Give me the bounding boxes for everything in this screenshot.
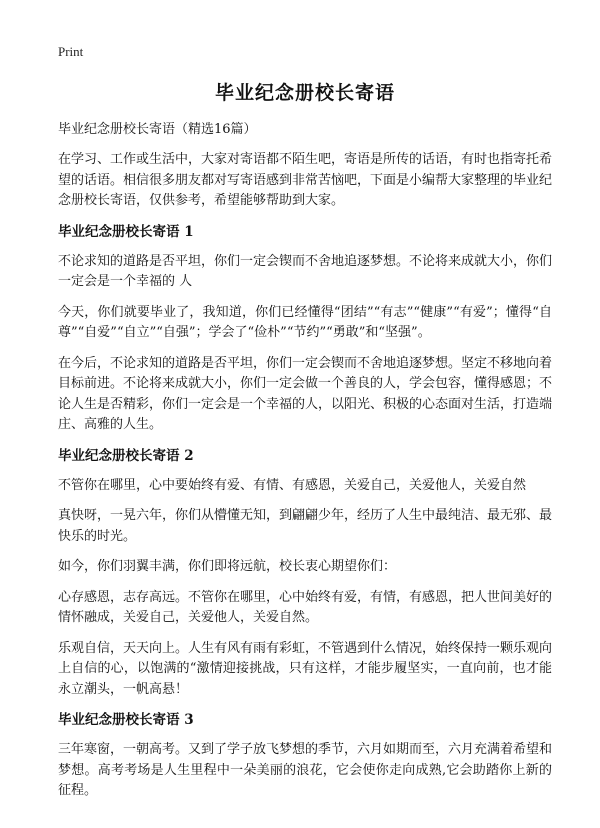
print-link[interactable]: Print <box>58 44 84 59</box>
section-3-paragraph-1: 三年寒窗，一朝高考。又到了学子放飞梦想的季节，六月如期而至，六月充满着希望和梦想。高考考场是人生里程中一朵美丽的浪花，它会使你走向成熟,它会助踏你上新的征程。 <box>58 742 553 798</box>
document-content <box>58 80 552 812</box>
section-heading-3: 毕业纪念册校长寄语 3 <box>58 712 194 728</box>
page-title: 毕业纪念册校长寄语 <box>214 82 395 104</box>
document-subtitle: 毕业纪念册校长寄语（精选16篇） <box>58 122 257 137</box>
section-1-paragraph-1: 不论求知的道路是否平坦，你们一定会锲而不舍地追逐梦想。不论将来成就大小，你们一定会是一个幸福的 人 <box>58 253 553 289</box>
section-2-paragraph-3: 如今，你们羽翼丰满，你们即将远航，校长衷心期望你们： <box>58 559 397 574</box>
section-1-paragraph-2: 今天，你们就要毕业了，我知道，你们已经懂得“团结”“有志”“健康”“有爱”；懂得“自尊”“自爱”“自立”“自强”；学会了“俭朴”“节约”“勇敢”和“坚强”。 <box>58 304 552 340</box>
section-2-paragraph-5: 乐观自信，天天向上。人生有风有雨有彩虹，不管遇到什么情况，始终保持一颗乐观向上自信的心，以饱满的“激情迎接挑战，只有这样，才能步履坚实，一直向前，也才能永立潮头，一帆高悬！ <box>58 640 553 697</box>
section-heading-2: 毕业纪念册校长寄语 2 <box>58 447 194 464</box>
section-1-paragraph-3: 在今后，不论求知的道路是否平坦，你们一定会锲而不舍地追逐梦想。坚定不移地向着目标前进。不论将来成就大小，你们一定会做一个善良的人，学会包容，懂得感恩；不论人生是否精彩，你们一定会是一个幸福的人，以阳光、积极的心态面对生活，打造端庄、高雅的人生。 <box>58 355 553 432</box>
intro-paragraph: 在学习、工作或生活中，大家对寄语都不陌生吧，寄语是所传的话语，有时也指寄托希望的话语。相信很多朋友都对写寄语感到非常苦恼吧，下面是小编帮大家整理的毕业纪念册校长寄语，仅供参考，希望能够帮助到大家。 <box>58 152 553 208</box>
section-2-paragraph-4: 心存感恩，志存高远。不管你在哪里，心中始终有爱，有情，有感恩，把人世间美好的情怀融成，关爱自己，关爱他人，关爱自然。 <box>58 589 553 625</box>
section-2-paragraph-1: 不管你在哪里，心中要始终有爱、有情、有感恩，关爱自己，关爱他人，关爱自然 <box>58 477 527 493</box>
section-heading-1: 毕业纪念册校长寄语 1 <box>58 223 194 240</box>
section-2-paragraph-2: 真快呀，一晃六年，你们从懵懂无知，到翩翩少年，经历了人生中最纯洁、最无邪、最快乐的时光。 <box>58 508 553 544</box>
